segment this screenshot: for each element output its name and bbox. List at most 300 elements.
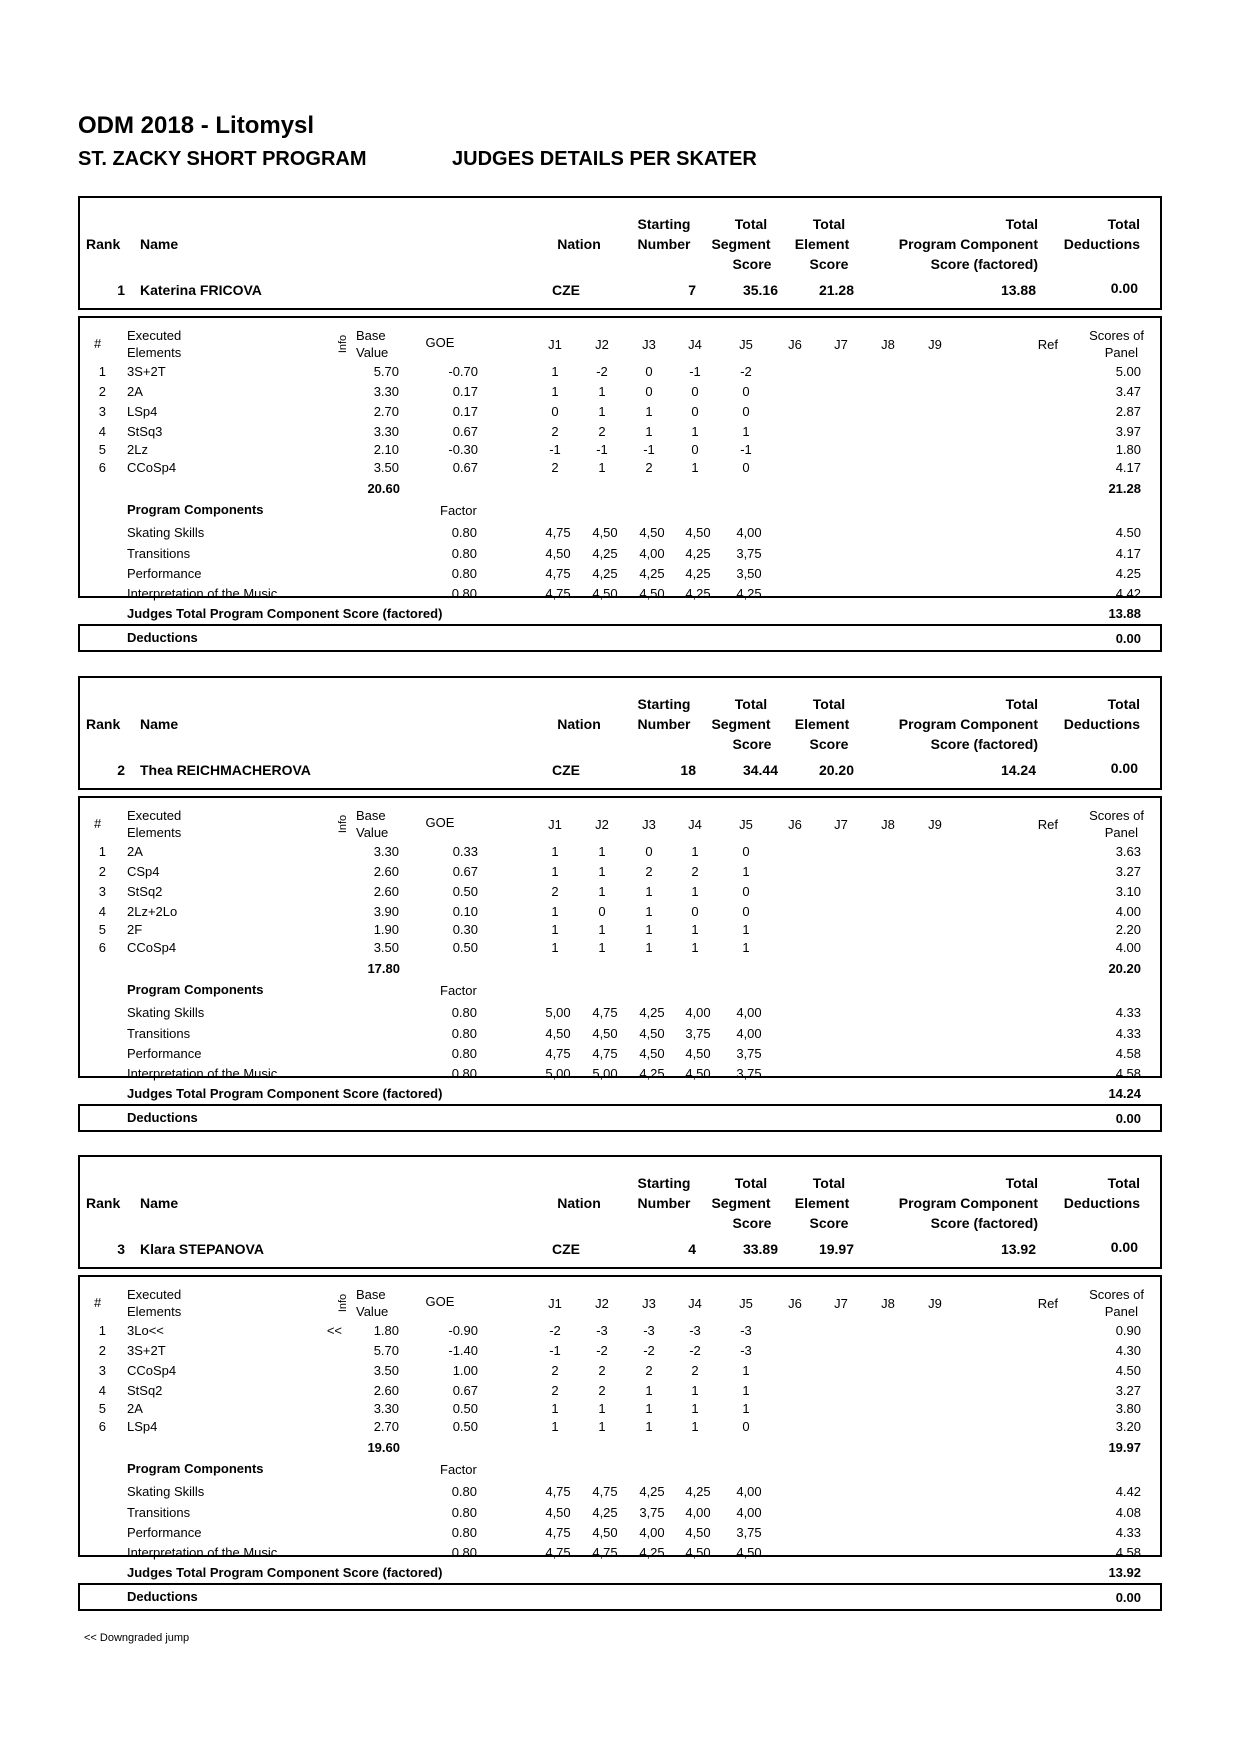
base-value-header: Value (356, 345, 389, 360)
element-judge-score: -3 (740, 1343, 752, 1358)
rank-header: Rank (86, 1195, 121, 1211)
judge-header-9: J9 (928, 1296, 942, 1311)
tss-header: Segment (711, 236, 771, 252)
element-panel-score: 3.20 (1115, 1419, 1141, 1434)
program-components-header: Program Components (127, 502, 264, 517)
element-judge-score: 1 (598, 460, 606, 475)
element-judge-score: -2 (689, 1343, 701, 1358)
element-judge-score: 0 (691, 404, 699, 419)
element-judge-score: 0 (742, 884, 750, 899)
ref-header: Ref (1037, 337, 1058, 352)
skater-name: Thea REICHMACHEROVA (140, 762, 311, 778)
component-panel-score: 4.58 (1115, 1046, 1141, 1061)
element-judge-score: -2 (596, 1343, 608, 1358)
tss-header: Segment (711, 1195, 771, 1211)
element-panel-score: 2.20 (1115, 922, 1141, 937)
ded-header: Total (1107, 696, 1140, 712)
component-panel-score: 4.58 (1115, 1066, 1141, 1081)
tes-header: Score (809, 736, 849, 752)
element-judge-score: 1 (598, 940, 606, 955)
element-judge-score: 1 (691, 844, 699, 859)
element-name: CCoSp4 (127, 940, 177, 955)
judge-header-8: J8 (881, 1296, 895, 1311)
element-judge-score: 1 (551, 1401, 559, 1416)
component-factor: 0.80 (451, 1484, 477, 1499)
pcs-header: Program Component (898, 1195, 1038, 1211)
pcs-header: Score (factored) (930, 736, 1038, 752)
ded-header: Deductions (1063, 236, 1140, 252)
tss-header: Total (734, 1175, 768, 1191)
tes-header: Element (794, 236, 850, 252)
element-judge-score: 2 (645, 864, 653, 879)
element-number: 2 (98, 864, 106, 879)
component-panel-score: 4.33 (1115, 1525, 1141, 1540)
nation-header: Nation (557, 236, 601, 252)
component-name: Interpretation of the Music (127, 1545, 278, 1560)
component-judge-score: 4,50 (592, 525, 618, 540)
judge-header-2: J2 (595, 337, 609, 352)
tes-header: Element (794, 1195, 850, 1211)
judge-header-7: J7 (834, 1296, 848, 1311)
element-name: CCoSp4 (127, 1363, 177, 1378)
element-judge-score: 1 (691, 1419, 699, 1434)
element-base-value: 2.60 (373, 884, 399, 899)
deductions-label: Deductions (127, 1110, 198, 1125)
skater-rank: 2 (117, 762, 125, 778)
judge-header-5: J5 (739, 1296, 753, 1311)
judge-header-8: J8 (881, 817, 895, 832)
element-number: 2 (98, 384, 106, 399)
skater-nation: CZE (552, 1241, 580, 1257)
element-goe: -0.90 (448, 1323, 478, 1338)
pcs-header: Score (factored) (930, 1215, 1038, 1231)
ded-header: Total (1107, 1175, 1140, 1191)
element-base-value: 3.50 (373, 460, 399, 475)
component-panel-score: 4.42 (1115, 1484, 1141, 1499)
element-name: 3Lo<< (127, 1323, 164, 1338)
element-judge-score: -2 (643, 1343, 655, 1358)
pcs-header: Program Component (898, 716, 1038, 732)
element-number: 3 (98, 1363, 106, 1378)
component-panel-score: 4.33 (1115, 1005, 1141, 1020)
component-judge-score: 4,50 (685, 1525, 711, 1540)
element-base-value: 3.90 (373, 904, 399, 919)
component-judge-score: 4,25 (639, 1484, 665, 1499)
component-factor: 0.80 (451, 1026, 477, 1041)
element-judge-score: -2 (596, 364, 608, 379)
total-deductions: 0.00 (1110, 760, 1138, 776)
tes-header: Element (794, 716, 850, 732)
component-name: Skating Skills (127, 525, 205, 540)
element-panel-score: 3.63 (1115, 844, 1141, 859)
tss-header: Score (732, 256, 772, 272)
element-goe: 0.17 (452, 384, 478, 399)
element-number: 5 (98, 1401, 106, 1416)
element-judge-score: 2 (551, 1383, 559, 1398)
element-judge-score: -1 (643, 442, 655, 457)
element-judge-score: 1 (598, 922, 606, 937)
judges-total-label: Judges Total Program Component Score (factored) (127, 606, 443, 621)
component-factor: 0.80 (451, 1066, 477, 1081)
element-base-value: 3.50 (373, 940, 399, 955)
component-name: Skating Skills (127, 1005, 205, 1020)
element-judge-score: 1 (742, 864, 750, 879)
element-judge-score: 0 (742, 404, 750, 419)
report-title: JUDGES DETAILS PER SKATER (452, 148, 757, 170)
judge-header-7: J7 (834, 337, 848, 352)
tes-header: Total (812, 696, 846, 712)
pcs-header: Total (1005, 696, 1038, 712)
element-judge-score: 0 (645, 384, 653, 399)
judge-header-6: J6 (788, 817, 802, 832)
info-header: Info (337, 334, 350, 354)
component-judge-score: 4,75 (545, 586, 571, 601)
element-goe: 0.50 (452, 1419, 478, 1434)
executed-header: Elements (127, 1304, 182, 1319)
element-number: 3 (98, 404, 106, 419)
element-goe: -1.40 (448, 1343, 478, 1358)
element-judge-score: -3 (689, 1323, 701, 1338)
element-base-value: 5.70 (373, 1343, 399, 1358)
component-name: Transitions (127, 1505, 191, 1520)
element-judge-score: 0 (645, 364, 653, 379)
tss-header: Score (732, 1215, 772, 1231)
component-panel-score: 4.42 (1115, 586, 1141, 601)
component-judge-score: 4,00 (736, 1005, 762, 1020)
element-name: StSq3 (127, 424, 163, 439)
element-judge-score: 1 (551, 922, 559, 937)
judge-header-3: J3 (642, 817, 656, 832)
component-judge-score: 4,00 (685, 1005, 711, 1020)
tss-header: Segment (711, 716, 771, 732)
element-name: CCoSp4 (127, 460, 177, 475)
total-element-score: 19.97 (818, 1241, 854, 1257)
component-judge-score: 4,25 (685, 546, 711, 561)
deductions-box (78, 624, 1162, 652)
element-judge-score: 0 (742, 904, 750, 919)
element-panel-score: 3.27 (1115, 864, 1141, 879)
element-judge-score: 1 (691, 424, 699, 439)
element-judge-score: -1 (549, 1343, 561, 1358)
component-factor: 0.80 (451, 1545, 477, 1560)
judge-header-3: J3 (642, 337, 656, 352)
base-value-total: 19.60 (367, 1440, 400, 1455)
component-name: Transitions (127, 546, 191, 561)
judge-header-8: J8 (881, 337, 895, 352)
deductions-label: Deductions (127, 630, 198, 645)
element-judge-score: 2 (551, 1363, 559, 1378)
judge-header-7: J7 (834, 817, 848, 832)
component-factor: 0.80 (451, 566, 477, 581)
panel-header: Panel (1104, 1304, 1138, 1319)
element-goe: 0.67 (452, 1383, 478, 1398)
number-header: # (94, 336, 102, 351)
base-value-total: 17.80 (367, 961, 400, 976)
executed-header: Elements (127, 345, 182, 360)
element-base-value: 3.30 (373, 424, 399, 439)
judges-total-value: 14.24 (1108, 1086, 1141, 1101)
judge-header-4: J4 (688, 817, 702, 832)
component-judge-score: 4,50 (639, 586, 665, 601)
total-deductions: 0.00 (1110, 280, 1138, 296)
tes-header: Score (809, 1215, 849, 1231)
element-base-value: 2.10 (373, 442, 399, 457)
judges-total-label: Judges Total Program Component Score (factored) (127, 1086, 443, 1101)
total-segment-score: 34.44 (742, 762, 778, 778)
judge-header-6: J6 (788, 1296, 802, 1311)
pcs-header: Total (1005, 1175, 1038, 1191)
component-judge-score: 4,00 (736, 1026, 762, 1041)
element-judge-score: 1 (551, 904, 559, 919)
component-judge-score: 4,25 (592, 546, 618, 561)
element-judge-score: 2 (645, 1363, 653, 1378)
total-element-score: 21.28 (818, 282, 854, 298)
element-panel-score: 0.90 (1115, 1323, 1141, 1338)
element-number: 1 (98, 364, 106, 379)
component-judge-score: 3,75 (736, 1525, 762, 1540)
starting-header: Number (637, 716, 691, 732)
element-judge-score: 1 (742, 1401, 750, 1416)
element-panel-score: 3.27 (1115, 1383, 1141, 1398)
deductions-box (78, 1104, 1162, 1132)
element-base-value: 2.70 (373, 404, 399, 419)
element-judge-score: 0 (742, 1419, 750, 1434)
component-judge-score: 5,00 (545, 1005, 571, 1020)
component-judge-score: 3,75 (639, 1505, 665, 1520)
component-judge-score: 4,75 (545, 525, 571, 540)
component-panel-score: 4.17 (1115, 546, 1141, 561)
element-judge-score: -1 (740, 442, 752, 457)
judge-header-4: J4 (688, 337, 702, 352)
goe-header: GOE (425, 815, 455, 830)
component-judge-score: 4,75 (545, 1046, 571, 1061)
element-number: 3 (98, 884, 106, 899)
component-judge-score: 4,50 (685, 1066, 711, 1081)
total-element-score: 20.20 (818, 762, 854, 778)
element-judge-score: -3 (740, 1323, 752, 1338)
executed-header: Executed (127, 808, 182, 823)
judge-header-1: J1 (548, 817, 562, 832)
total-program-component-score: 13.88 (1000, 282, 1036, 298)
element-judge-score: 1 (551, 1419, 559, 1434)
tes-header: Total (812, 216, 846, 232)
nation-header: Nation (557, 716, 601, 732)
component-judge-score: 4,75 (545, 1545, 571, 1560)
component-judge-score: 4,25 (685, 1484, 711, 1499)
element-judge-score: 0 (742, 384, 750, 399)
component-judge-score: 4,25 (685, 586, 711, 601)
pcs-header: Score (factored) (930, 256, 1038, 272)
rank-header: Rank (86, 716, 121, 732)
element-judge-score: 1 (551, 940, 559, 955)
skater-nation: CZE (552, 282, 580, 298)
deductions-value: 0.00 (1115, 1590, 1141, 1605)
component-factor: 0.80 (451, 546, 477, 561)
base-value-header: Base (356, 328, 386, 343)
component-judge-score: 4,50 (639, 1046, 665, 1061)
deductions-label: Deductions (127, 1589, 198, 1604)
component-panel-score: 4.08 (1115, 1505, 1141, 1520)
component-judge-score: 4,25 (736, 586, 762, 601)
element-judge-score: 1 (598, 1419, 606, 1434)
element-base-value: 3.30 (373, 384, 399, 399)
factor-header: Factor (440, 983, 477, 998)
component-judge-score: 4,50 (545, 1505, 571, 1520)
judge-header-9: J9 (928, 337, 942, 352)
component-judge-score: 4,50 (592, 1525, 618, 1540)
component-judge-score: 4,75 (545, 1484, 571, 1499)
element-judge-score: 2 (551, 424, 559, 439)
base-value-header: Base (356, 808, 386, 823)
element-judge-score: 1 (742, 1383, 750, 1398)
component-name: Transitions (127, 1026, 191, 1041)
element-name: 2A (127, 384, 143, 399)
judge-header-6: J6 (788, 337, 802, 352)
element-number: 6 (98, 1419, 106, 1434)
element-judge-score: 1 (551, 364, 559, 379)
element-judge-score: 1 (598, 864, 606, 879)
component-judge-score: 4,00 (639, 1525, 665, 1540)
factor-header: Factor (440, 1462, 477, 1477)
element-judge-score: 1 (691, 884, 699, 899)
element-panel-score: 3.80 (1115, 1401, 1141, 1416)
element-judge-score: 1 (691, 922, 699, 937)
element-panel-score: 4.00 (1115, 904, 1141, 919)
ded-header: Deductions (1063, 716, 1140, 732)
element-name: 2Lz+2Lo (127, 904, 178, 919)
element-goe: 0.30 (452, 922, 478, 937)
total-program-component-score: 14.24 (1000, 762, 1036, 778)
component-judge-score: 4,25 (639, 566, 665, 581)
element-judge-score: -3 (643, 1323, 655, 1338)
element-judge-score: 2 (645, 460, 653, 475)
component-judge-score: 3,75 (736, 1046, 762, 1061)
element-judge-score: -2 (740, 364, 752, 379)
element-panel-score: 2.87 (1115, 404, 1141, 419)
component-judge-score: 4,00 (736, 525, 762, 540)
starting-number: 4 (688, 1241, 696, 1257)
starting-number: 18 (680, 762, 696, 778)
panel-header: Scores of (1089, 1287, 1144, 1302)
component-judge-score: 4,75 (545, 566, 571, 581)
tss-header: Total (734, 696, 768, 712)
element-base-value: 2.60 (373, 1383, 399, 1398)
element-name: StSq2 (127, 884, 163, 899)
element-name: 3S+2T (127, 364, 166, 379)
component-judge-score: 4,00 (685, 1505, 711, 1520)
ref-header: Ref (1037, 817, 1058, 832)
element-number: 6 (98, 460, 106, 475)
element-goe: -0.30 (448, 442, 478, 457)
total-program-component-score: 13.92 (1000, 1241, 1036, 1257)
element-judge-score: 2 (598, 424, 606, 439)
element-goe: 0.33 (452, 844, 478, 859)
element-number: 4 (98, 1383, 106, 1398)
judge-header-1: J1 (548, 337, 562, 352)
element-judge-score: -1 (689, 364, 701, 379)
element-base-value: 5.70 (373, 364, 399, 379)
component-factor: 0.80 (451, 1005, 477, 1020)
element-panel-score: 3.97 (1115, 424, 1141, 439)
goe-header: GOE (425, 1294, 455, 1309)
skater-name: Katerina FRICOVA (140, 282, 262, 298)
element-panel-score: 5.00 (1115, 364, 1141, 379)
element-judge-score: 1 (691, 940, 699, 955)
nation-header: Nation (557, 1195, 601, 1211)
element-judge-score: 2 (691, 864, 699, 879)
component-name: Interpretation of the Music (127, 586, 278, 601)
element-name: 2F (127, 922, 143, 937)
element-judge-score: 1 (645, 884, 653, 899)
element-judge-score: 1 (691, 1401, 699, 1416)
component-name: Performance (127, 566, 202, 581)
component-judge-score: 4,50 (685, 1046, 711, 1061)
component-judge-score: 4,50 (639, 1026, 665, 1041)
element-panel-score: 3.10 (1115, 884, 1141, 899)
element-judge-score: 0 (551, 404, 559, 419)
component-judge-score: 5,00 (592, 1066, 618, 1081)
judge-header-5: J5 (739, 817, 753, 832)
judge-header-1: J1 (548, 1296, 562, 1311)
element-judge-score: 0 (742, 460, 750, 475)
element-score-total: 19.97 (1108, 1440, 1141, 1455)
element-goe: 0.17 (452, 404, 478, 419)
base-value-header: Base (356, 1287, 386, 1302)
tss-header: Total (734, 216, 768, 232)
element-judge-score: 2 (691, 1363, 699, 1378)
tes-header: Score (809, 256, 849, 272)
footnote: << Downgraded jump (84, 1632, 190, 1644)
element-number: 4 (98, 904, 106, 919)
component-factor: 0.80 (451, 1525, 477, 1540)
element-judge-score: 1 (645, 904, 653, 919)
component-judge-score: 4,75 (592, 1005, 618, 1020)
total-deductions: 0.00 (1110, 1239, 1138, 1255)
number-header: # (94, 816, 102, 831)
element-judge-score: -3 (596, 1323, 608, 1338)
element-judge-score: 1 (742, 1363, 750, 1378)
element-goe: 0.50 (452, 940, 478, 955)
element-base-value: 1.80 (373, 1323, 399, 1338)
component-name: Performance (127, 1046, 202, 1061)
component-judge-score: 4,75 (592, 1046, 618, 1061)
ref-header: Ref (1037, 1296, 1058, 1311)
event-title: ODM 2018 - Litomysl (78, 112, 315, 139)
element-judge-score: 1 (691, 1383, 699, 1398)
element-judge-score: 2 (598, 1383, 606, 1398)
element-number: 5 (98, 922, 106, 937)
element-number: 2 (98, 1343, 106, 1358)
starting-header: Starting (637, 216, 691, 232)
starting-number: 7 (688, 282, 696, 298)
judge-header-9: J9 (928, 817, 942, 832)
component-judge-score: 4,50 (545, 546, 571, 561)
component-judge-score: 4,50 (592, 1026, 618, 1041)
info-header: Info (337, 1293, 350, 1313)
judge-header-3: J3 (642, 1296, 656, 1311)
element-panel-score: 3.47 (1115, 384, 1141, 399)
component-judge-score: 4,50 (545, 1026, 571, 1041)
element-judge-score: 0 (742, 844, 750, 859)
element-base-value: 3.50 (373, 1363, 399, 1378)
judge-header-2: J2 (595, 1296, 609, 1311)
panel-header: Scores of (1089, 328, 1144, 343)
element-goe: 0.50 (452, 884, 478, 899)
judges-total-label: Judges Total Program Component Score (factored) (127, 1565, 443, 1580)
element-judge-score: 1 (598, 404, 606, 419)
number-header: # (94, 1295, 102, 1310)
executed-header: Elements (127, 825, 182, 840)
